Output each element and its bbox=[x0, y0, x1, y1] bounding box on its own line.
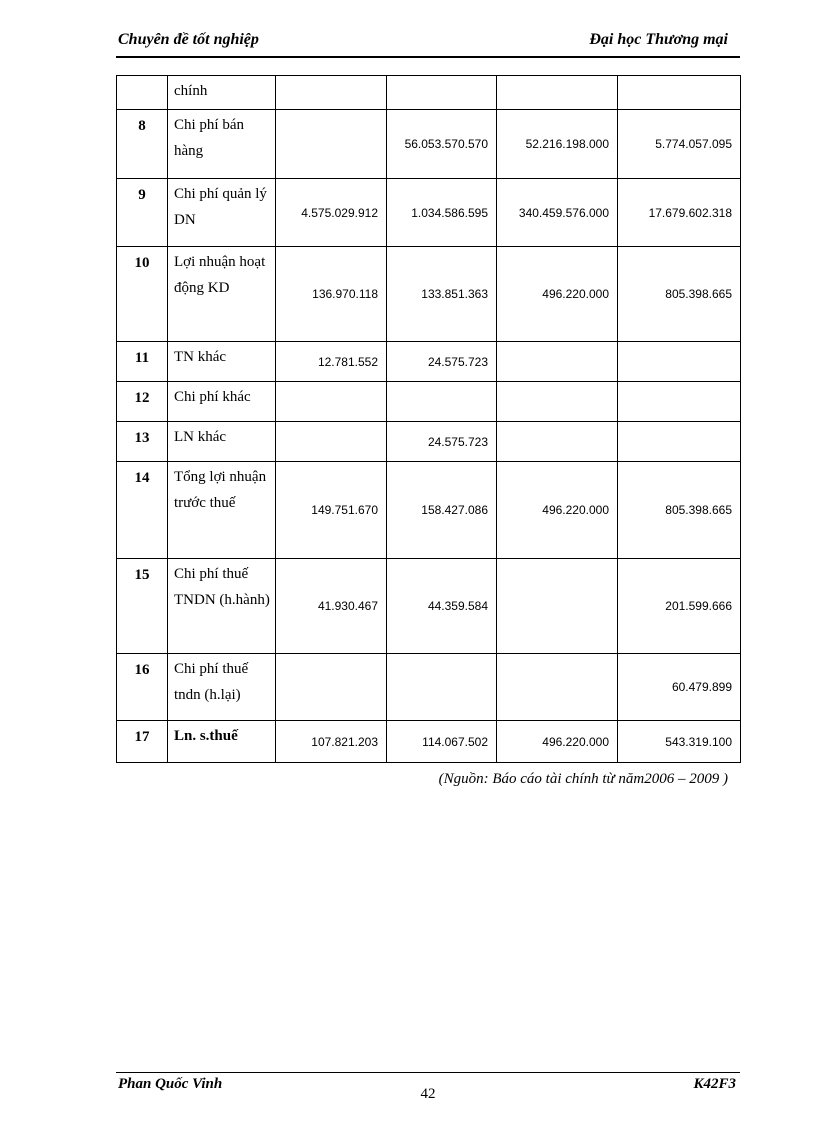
page-footer bbox=[116, 1072, 740, 1102]
page-header bbox=[116, 28, 740, 58]
row-value-year-3 bbox=[497, 654, 618, 721]
table-row bbox=[117, 110, 741, 179]
row-number: 16 bbox=[117, 654, 168, 721]
row-value-year-3: 340.459.576.000 bbox=[497, 179, 618, 247]
table-row bbox=[117, 462, 741, 559]
row-value-year-3 bbox=[497, 342, 618, 382]
row-value-year-2 bbox=[387, 76, 497, 110]
table-row bbox=[117, 654, 741, 721]
table-row bbox=[117, 382, 741, 422]
row-value-year-3 bbox=[497, 76, 618, 110]
row-item-label: TN khác bbox=[168, 342, 276, 382]
row-number: 11 bbox=[117, 342, 168, 382]
financial-results-table bbox=[116, 75, 741, 763]
row-value-year-3: 52.216.198.000 bbox=[497, 110, 618, 179]
row-item-label: Ln. s.thuế bbox=[168, 721, 276, 763]
row-number: 8 bbox=[117, 110, 168, 179]
row-value-year-1: 136.970.118 bbox=[276, 247, 387, 342]
row-value-year-3 bbox=[497, 559, 618, 654]
row-item-label: chính bbox=[168, 76, 276, 110]
source-note: (Nguồn: Báo cáo tài chính từ năm2006 – 2009 ) bbox=[438, 771, 728, 787]
row-value-year-1 bbox=[276, 76, 387, 110]
row-value-year-1 bbox=[276, 422, 387, 462]
row-value-year-3 bbox=[497, 422, 618, 462]
row-value-year-4 bbox=[618, 382, 741, 422]
row-number: 10 bbox=[117, 247, 168, 342]
row-value-year-4: 201.599.666 bbox=[618, 559, 741, 654]
header-title-right: Đại học Thương mại bbox=[589, 31, 728, 48]
table-row bbox=[117, 559, 741, 654]
row-number bbox=[117, 76, 168, 110]
row-value-year-2: 24.575.723 bbox=[387, 342, 497, 382]
row-item-label: Chi phí khác bbox=[168, 382, 276, 422]
row-value-year-2: 133.851.363 bbox=[387, 247, 497, 342]
row-value-year-2: 158.427.086 bbox=[387, 462, 497, 559]
row-item-label: Chi phí bán hàng bbox=[168, 110, 276, 179]
row-value-year-3: 496.220.000 bbox=[497, 462, 618, 559]
row-value-year-4: 17.679.602.318 bbox=[618, 179, 741, 247]
row-item-label: Chi phí thuế tndn (h.lại) bbox=[168, 654, 276, 721]
row-value-year-2: 114.067.502 bbox=[387, 721, 497, 763]
row-value-year-1: 41.930.467 bbox=[276, 559, 387, 654]
table-row bbox=[117, 179, 741, 247]
row-value-year-1: 4.575.029.912 bbox=[276, 179, 387, 247]
row-item-label: Chi phí thuế TNDN (h.hành) bbox=[168, 559, 276, 654]
row-value-year-1: 12.781.552 bbox=[276, 342, 387, 382]
footer-author: Phan Quốc Vinh bbox=[118, 1076, 223, 1092]
row-value-year-4: 805.398.665 bbox=[618, 247, 741, 342]
row-value-year-1 bbox=[276, 110, 387, 179]
table-row bbox=[117, 247, 741, 342]
table-row bbox=[117, 721, 741, 763]
row-value-year-4: 5.774.057.095 bbox=[618, 110, 741, 179]
row-item-label: LN khác bbox=[168, 422, 276, 462]
table-row bbox=[117, 422, 741, 462]
row-value-year-2: 44.359.584 bbox=[387, 559, 497, 654]
row-value-year-4 bbox=[618, 422, 741, 462]
row-value-year-2: 1.034.586.595 bbox=[387, 179, 497, 247]
row-value-year-1: 107.821.203 bbox=[276, 721, 387, 763]
row-number: 14 bbox=[117, 462, 168, 559]
table-body bbox=[117, 76, 741, 763]
table-row bbox=[117, 76, 741, 110]
row-value-year-3: 496.220.000 bbox=[497, 721, 618, 763]
row-value-year-1: 149.751.670 bbox=[276, 462, 387, 559]
row-value-year-2: 24.575.723 bbox=[387, 422, 497, 462]
row-value-year-4: 60.479.899 bbox=[618, 654, 741, 721]
row-value-year-4 bbox=[618, 76, 741, 110]
row-value-year-3: 496.220.000 bbox=[497, 247, 618, 342]
row-value-year-2 bbox=[387, 654, 497, 721]
row-value-year-4: 805.398.665 bbox=[618, 462, 741, 559]
row-number: 17 bbox=[117, 721, 168, 763]
row-value-year-4 bbox=[618, 342, 741, 382]
row-value-year-2 bbox=[387, 382, 497, 422]
row-number: 9 bbox=[117, 179, 168, 247]
row-number: 15 bbox=[117, 559, 168, 654]
page-number: 42 bbox=[420, 1086, 436, 1102]
row-value-year-2: 56.053.570.570 bbox=[387, 110, 497, 179]
row-value-year-1 bbox=[276, 654, 387, 721]
row-item-label: Chi phí quản lý DN bbox=[168, 179, 276, 247]
row-value-year-1 bbox=[276, 382, 387, 422]
header-title-left: Chuyên đề tốt nghiệp bbox=[118, 31, 259, 48]
row-item-label: Tổng lợi nhuận trước thuế bbox=[168, 462, 276, 559]
row-number: 13 bbox=[117, 422, 168, 462]
row-value-year-3 bbox=[497, 382, 618, 422]
row-value-year-4: 543.319.100 bbox=[618, 721, 741, 763]
footer-class-code: K42F3 bbox=[693, 1076, 736, 1092]
row-number: 12 bbox=[117, 382, 168, 422]
row-item-label: Lợi nhuận hoạt động KD bbox=[168, 247, 276, 342]
table-row bbox=[117, 342, 741, 382]
